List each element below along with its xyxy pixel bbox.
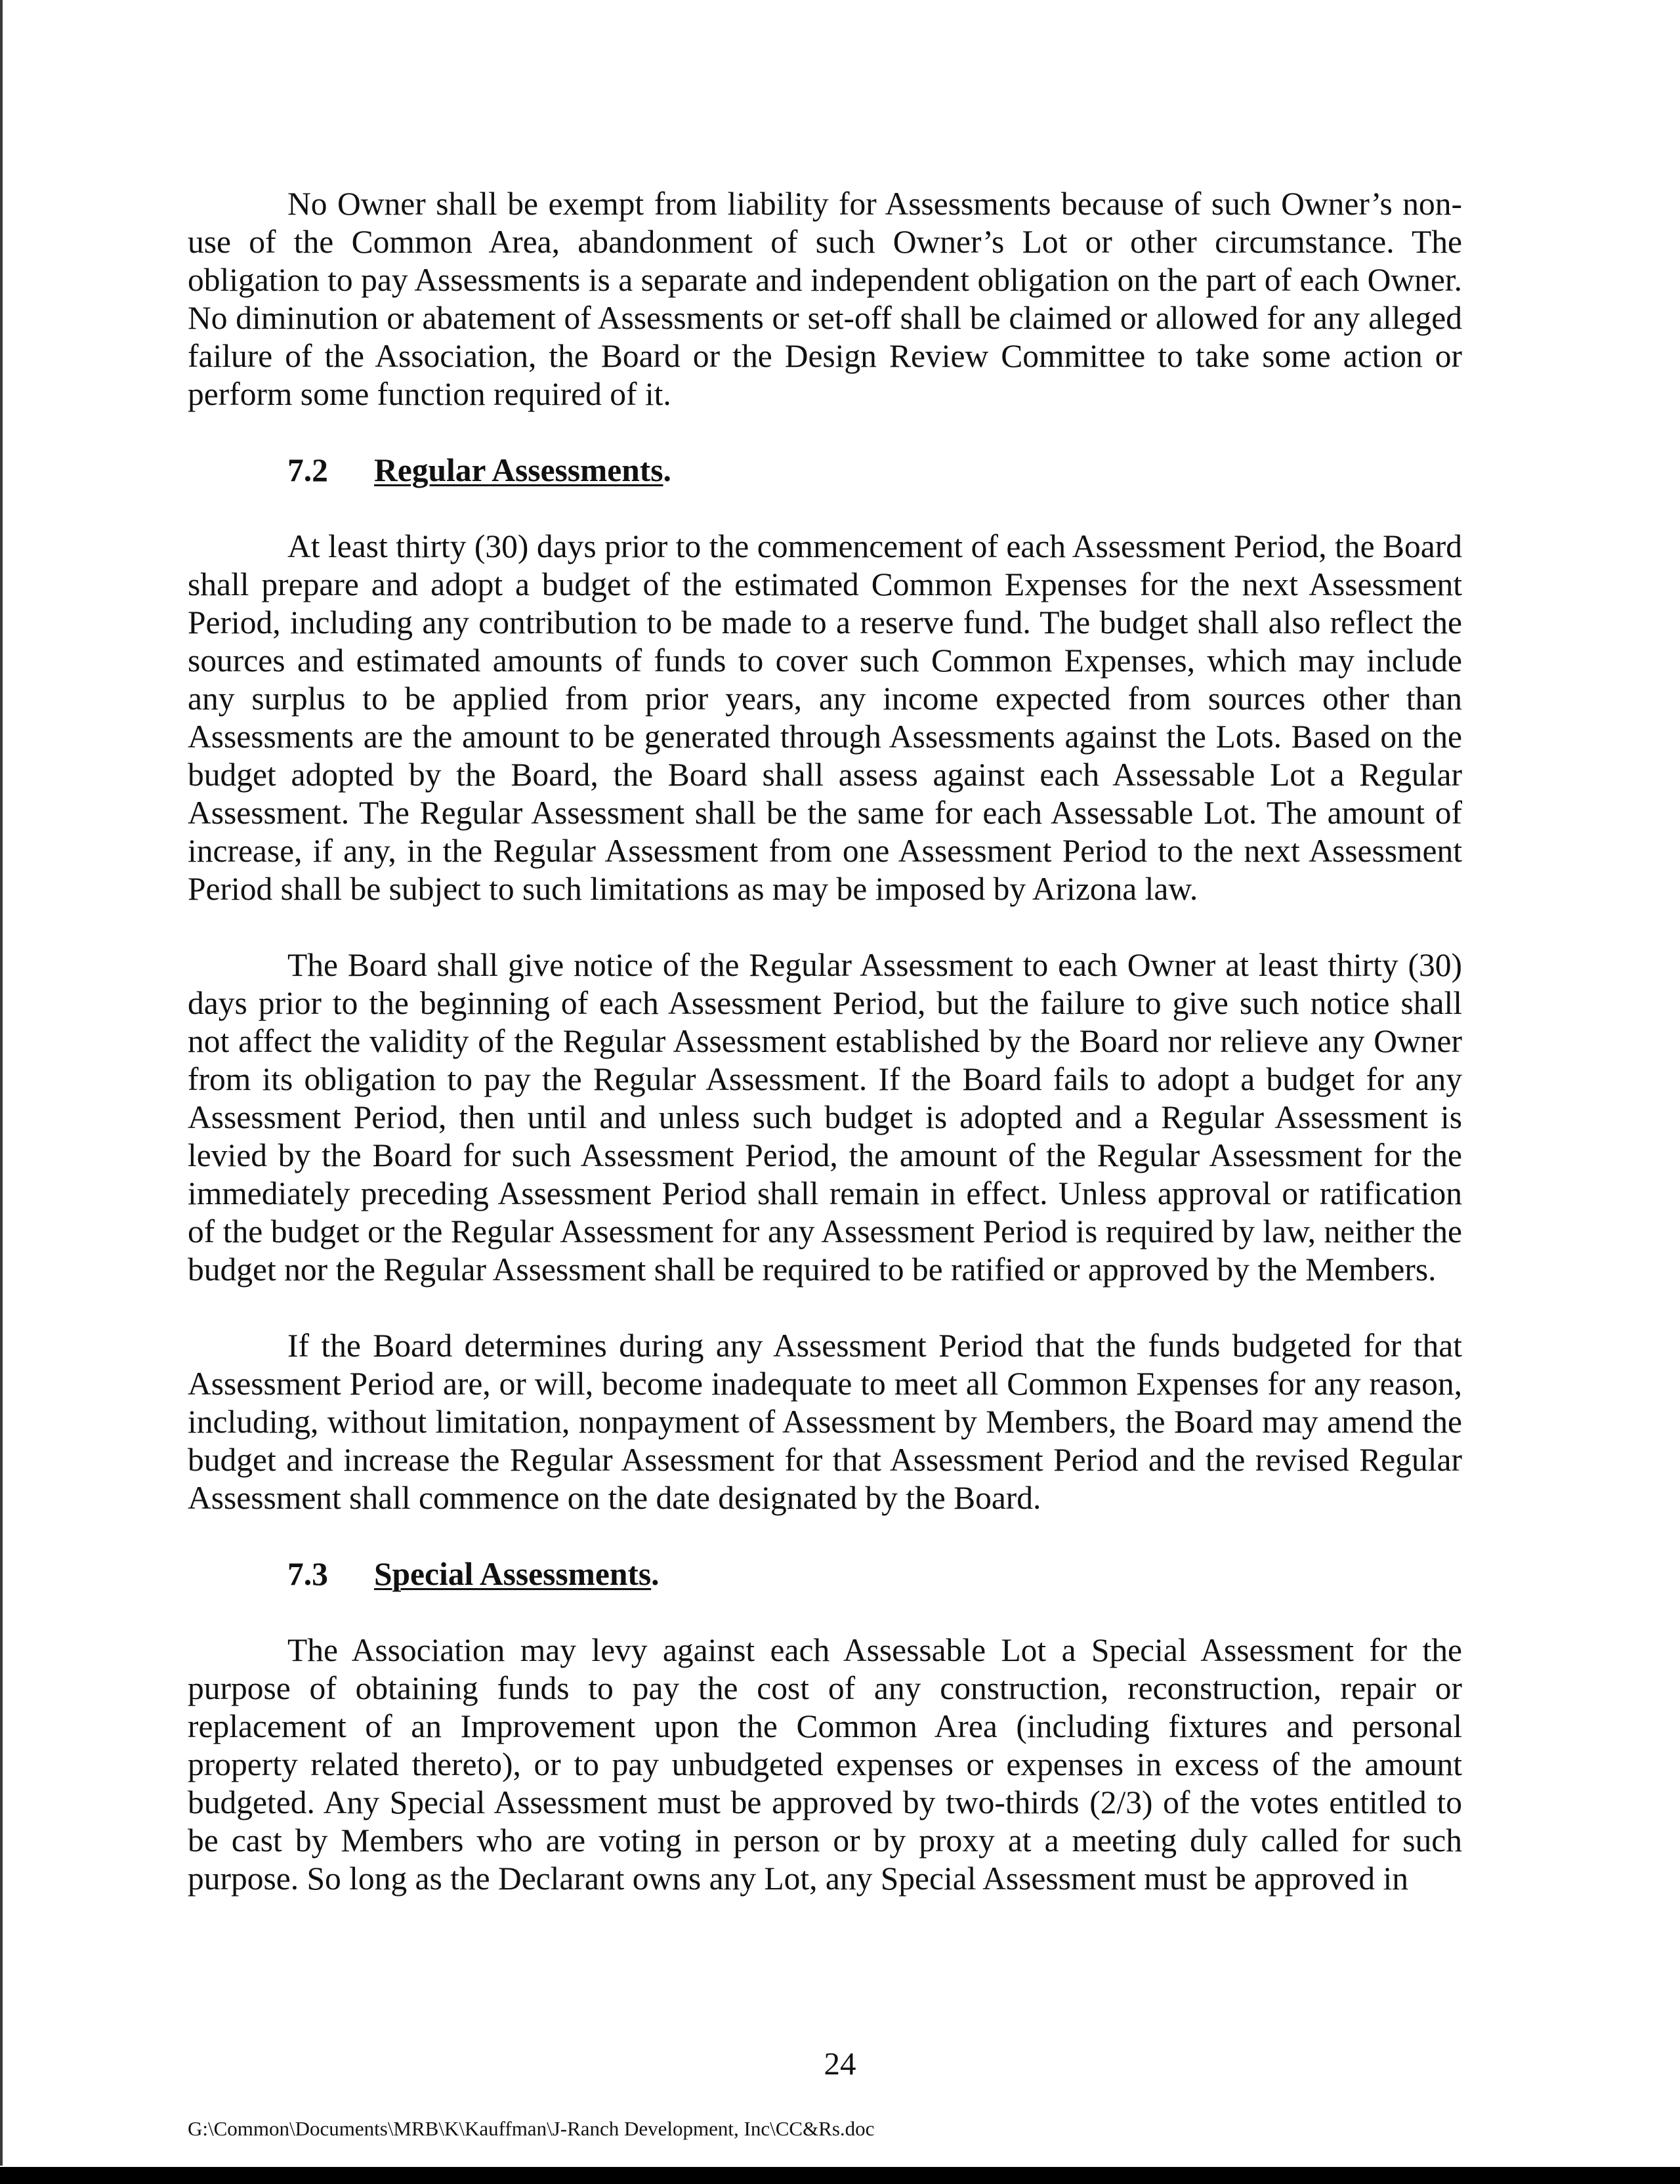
paragraph-special-assessment: The Association may levy against each Assessable Lot a Special Assessment for the purpose of obtaining funds to pay the cost of any construction, reconstruction, repair or replacement of an Improvement upon the Common Area (including fixtures and personal property related thereto), or to pay unbudgeted expenses or expenses in excess of the amount budgeted. Any Special Assessment must be approved by two-thirds (2/3) of the votes entitled to be cast by Members who are voting in person or by proxy at a meeting duly called for such purpose. So long as the Declarant owns any Lot, any Special Assessment must be approved in	[188, 1632, 1462, 1897]
paragraph-budget-amendment: If the Board determines during any Assessment Period that the funds budgeted for that Assessment Period are, or will, become inadequate to meet all Common Expenses for any reason, including, without limitation, nonpayment of Assessment by Members, the Board may amend the budget and increase the Regular Assessment for that Assessment Period and the revised Regular Assessment shall commence on the date designated by the Board.	[188, 1328, 1462, 1516]
section-heading-7-3	[188, 1555, 1462, 1593]
paragraph-assessment-notice: The Board shall give notice of the Regular Assessment to each Owner at least thirty (30) days prior to the beginning of each Assessment Period, but the failure to give such notice shall not affect the validity of the Regular Assessment established by the Board nor relieve any Owner from its obligation to pay the Regular Assessment. If the Board fails to adopt a budget for any Assessment Period, then until and unless such budget is adopted and a Regular Assessment is levied by the Board for such Assessment Period, the amount of the Regular Assessment for the immediately preceding Assessment Period shall remain in effect. Unless approval or ratification of the budget or the Regular Assessment for any Assessment Period is required by law, neither the budget nor the Regular Assessment shall be required to be ratified or approved by the Members.	[188, 947, 1462, 1288]
footer-file-path: G:\Common\Documents\MRB\K\Kauffman\J-Ranch Development, Inc\CC&Rs.doc	[188, 2117, 875, 2140]
paragraph-budget-adoption: At least thirty (30) days prior to the commencement of each Assessment Period, the Board shall prepare and adopt a budget of the estimated Common Expenses for the next Assessment Period, including any contribution to be made to a reserve fund. The budget shall also reflect the sources and estimated amounts of funds to cover such Common Expenses, which may include any surplus to be applied from prior years, any income expected from sources other than Assessments are the amount to be generated through Assessments against the Lots. Based on the budget adopted by the Board, the Board shall assess against each Assessable Lot a Regular Assessment. The Regular Assessment shall be the same for each Assessable Lot. The amount of increase, if any, in the Regular Assessment from one Assessment Period to the next Assessment Period shall be subject to such limitations as may be imposed by Arizona law.	[188, 528, 1462, 907]
section-title-period: .	[651, 1556, 660, 1592]
document-page	[188, 185, 1462, 1936]
section-title: Regular Assessments	[374, 452, 663, 488]
section-heading-7-2	[188, 452, 1462, 490]
section-title: Special Assessments	[374, 1556, 652, 1592]
section-number: 7.2	[287, 452, 328, 488]
section-title-period: .	[663, 452, 671, 488]
paragraph-owner-liability: No Owner shall be exempt from liability for Assessments because of such Owner’s non-use of the Common Area, abandonment of such Owner’s Lot or other circumstance. The obligation to pay Assessments is a separate and independent obligation on the part of each Owner. No diminution or abatement of Assessments or set-off shall be claimed or allowed for any alleged failure of the Association, the Board or the Design Review Committee to take some action or perform some function required of it.	[188, 186, 1462, 412]
scan-bottom-edge	[0, 2167, 1680, 2184]
scan-left-edge	[0, 0, 3, 2166]
page-number: 24	[824, 2046, 856, 2082]
section-number: 7.3	[287, 1556, 328, 1592]
